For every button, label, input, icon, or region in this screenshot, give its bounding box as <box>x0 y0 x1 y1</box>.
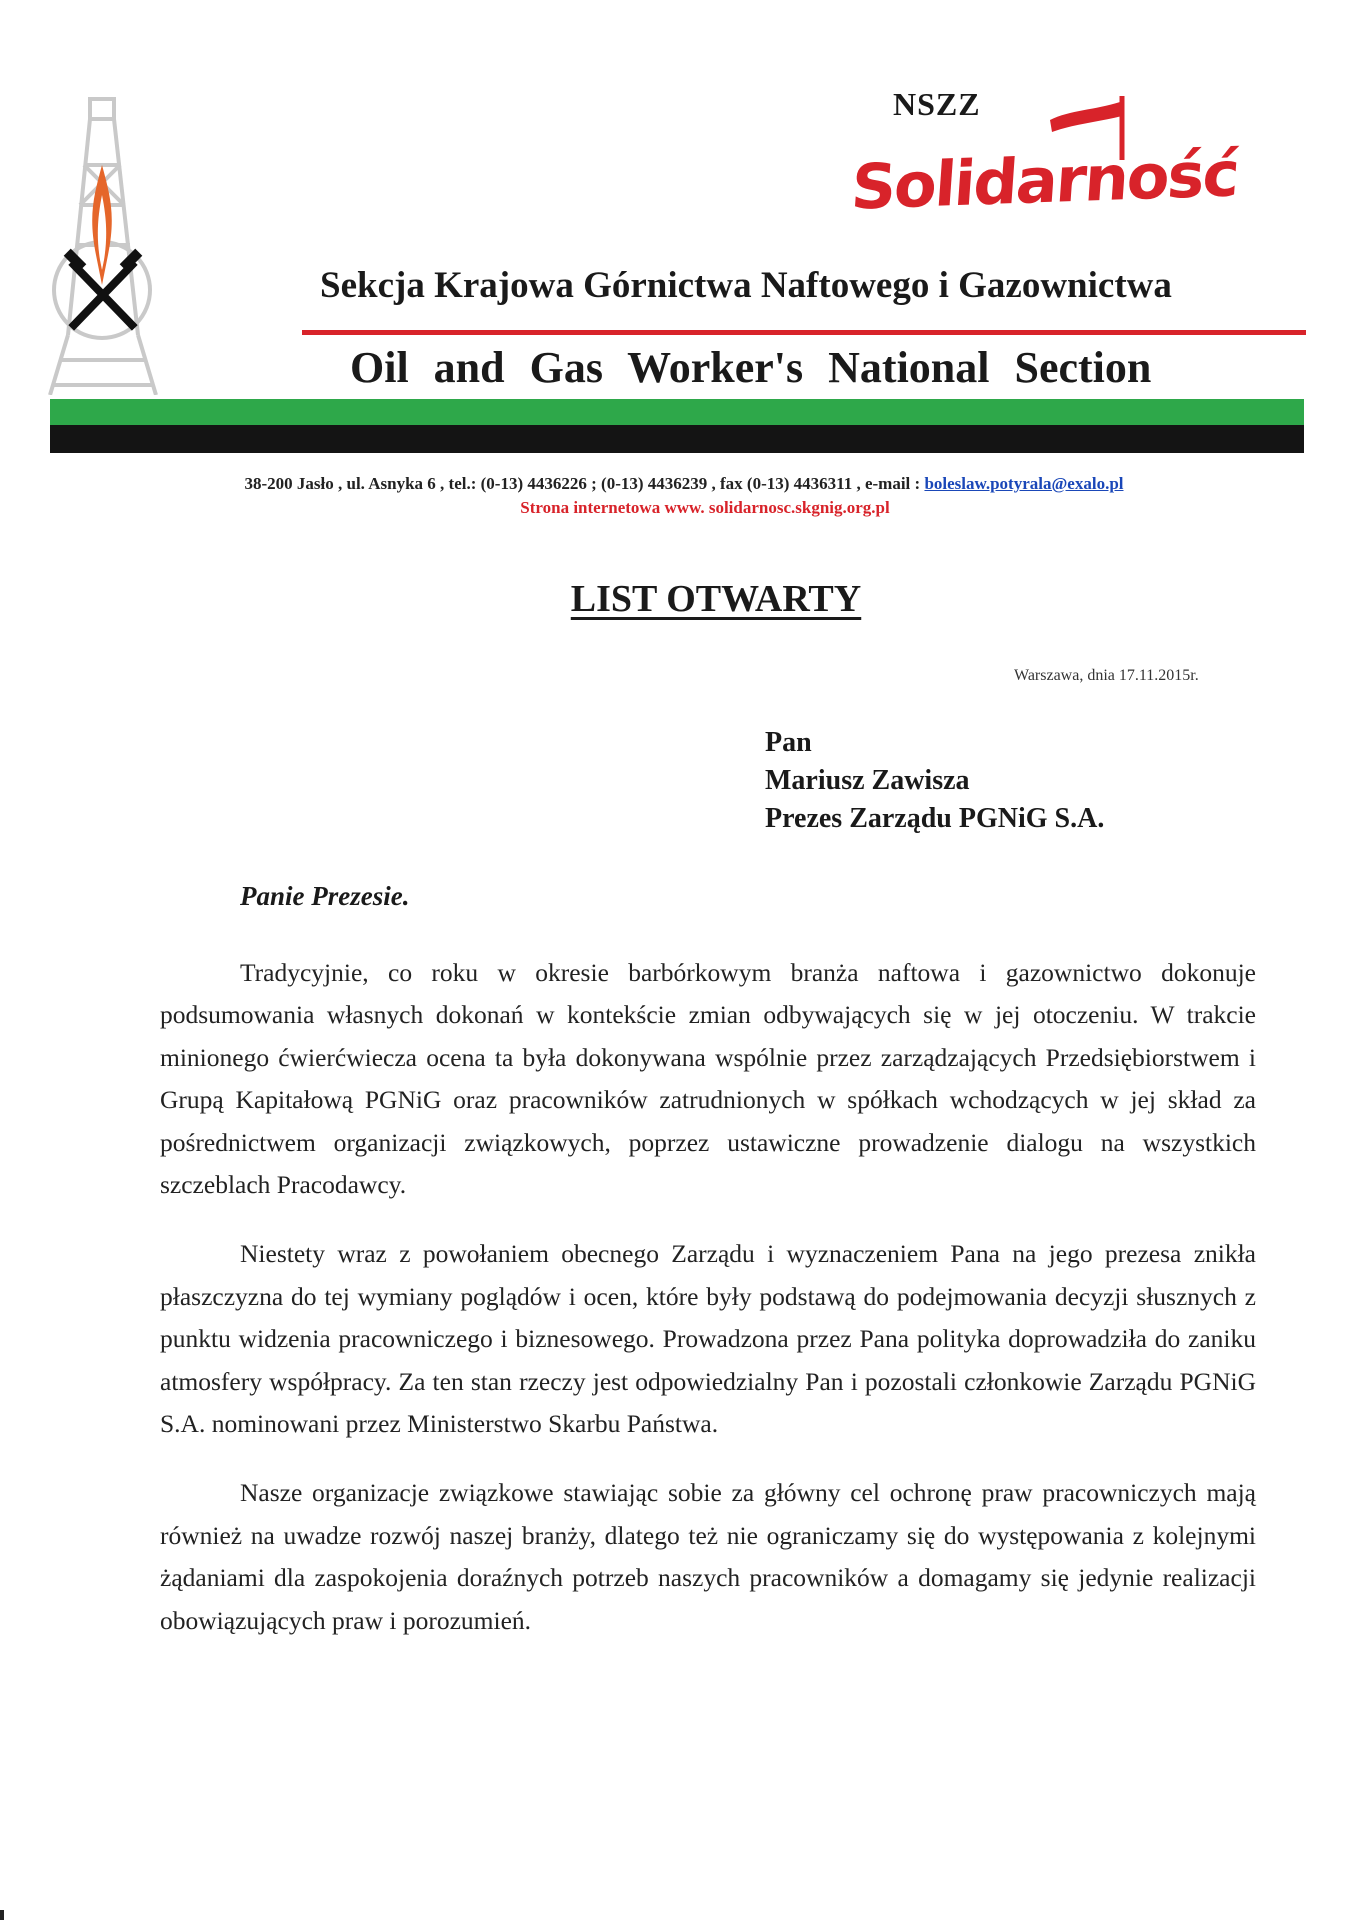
nszz-label: NSZZ <box>893 86 981 122</box>
body-paragraph: Niestety wraz z powołaniem obecnego Zarządu i wyznaczeniem Pana na jego prezesa znikła płaszczyzna do tej wymiany poglądów i ocen, które były podstawą do podejmowania decyzji słusznych z punktu widzenia pracowniczego i biznesowego. Prowadzona przez Pana polityka doprowadziła do zaniku atmosfery współpracy. Za ten stan rzeczy jest odpowiedzialny Pan i pozostali członkowie Zarządu PGNiG S.A. nominowani przez Ministerstwo Skarbu Państwa. <box>160 1239 1256 1439</box>
scan-margin-mark <box>0 1910 4 1920</box>
recipient-line: Pan <box>765 727 812 758</box>
contact-address: 38-200 Jasło , ul. Asnyka 6 , tel.: (0-13) 4436226 ; (0-13) 4436239 , fax (0-13) 4436311 , e-mail : <box>244 474 921 493</box>
email-link[interactable]: boleslaw.potyrala@exalo.pl <box>924 474 1124 493</box>
recipient-block <box>765 724 1104 838</box>
website-line: Strona internetowa www. solidarnosc.skgnig.org.pl <box>520 498 890 517</box>
body-paragraph: Nasze organizacje związkowe stawiając sobie za główny cel ochronę praw pracowniczych mają również na uwadze rozwój naszej branży, dlatego też nie ograniczamy się do występowania z kolejnymi żądaniami dla zaspokojenia doraźnych potrzeb naszych pracowników a domagamy się jedynie realizacji obowiązujących praw i porozumień. <box>160 1478 1256 1635</box>
letter-date: Warszawa, dnia 17.11.2015r. <box>1014 667 1199 684</box>
oil-derrick-icon <box>44 95 162 395</box>
recipient-position: Prezes Zarządu PGNiG S.A. <box>765 803 1105 834</box>
red-divider <box>302 330 1306 335</box>
black-band <box>50 425 1304 453</box>
body-paragraph: Tradycyjnie, co roku w okresie barbórkowym branża naftowa i gazownictwo dokonuje podsumowania własnych dokonań w kontekście zmian odbywających się w jej otoczeniu. W trakcie minionego ćwierćwiecza ocena ta była dokonywana wspólnie przez zarządzających Przedsiębiorstwem i Grupą Kapitałową PGNiG oraz pracowników zatrudnionych w spółkach wchodzących w jej skład za pośrednictwem organizacji związkowych, poprzez ustawiczne prowadzenie dialogu na wszystkich szczeblach Pracodawcy. <box>160 958 1256 1200</box>
solidarnosc-wordmark: Solidarność <box>848 137 1241 224</box>
document-title: LIST OTWARTY <box>570 578 862 620</box>
section-name-polish: Sekcja Krajowa Górnictwa Naftowego i Gazownictwa <box>320 265 1172 306</box>
letter-body <box>160 952 1256 1669</box>
recipient-name: Mariusz Zawisza <box>765 765 970 796</box>
section-name-english: Oil and Gas Worker's National Section <box>350 343 1152 392</box>
contact-line <box>0 474 1368 494</box>
salutation: Panie Prezesie. <box>240 881 410 911</box>
green-band <box>50 399 1304 425</box>
